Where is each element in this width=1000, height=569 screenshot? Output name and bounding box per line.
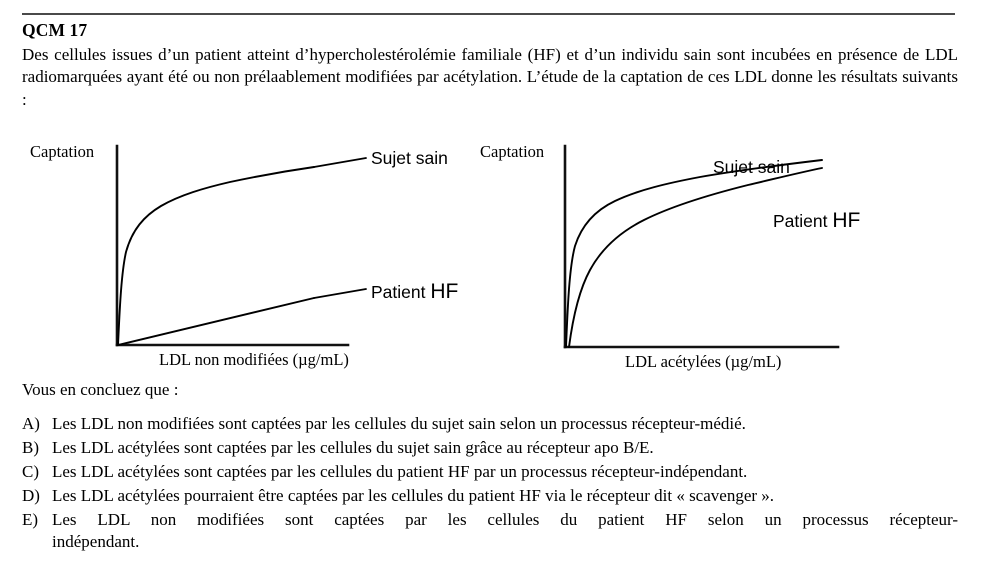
series-label-patient-hf-right-text: Patient HF	[773, 209, 861, 232]
option-c[interactable]	[22, 461, 958, 483]
figures-container	[0, 134, 1000, 374]
chart-right-svg	[468, 134, 938, 374]
option-d-text: Les LDL acétylées pourraient être captées par les cellules du patient HF via le récepteur dit « scavenger ».	[52, 485, 775, 505]
option-a-text: Les LDL non modifiées sont captées par les cellules du sujet sain selon un processus récepteur-médié.	[52, 414, 746, 433]
curve-sujet-sain-left	[118, 167, 314, 345]
question-intro: Des cellules issues d’un patient atteint d’hypercholestérolémie familiale (HF) et d’un individu sain sont incubées en présence de LDL radiomarquées ayant été ou non prélaablement modifiées par acétylation. L’étude de la captation de ces LDL donne les résultats suivants :	[22, 45, 958, 109]
option-e-line-1: Les LDL non modifiées sont captées par les cellules du patient HF selon un processus récepteur-	[52, 509, 958, 529]
x-axis-label-left: LDL non modifiées (µg/mL)	[159, 350, 349, 369]
option-e-text	[52, 509, 958, 554]
option-c-text: Les LDL acétylées sont captées par les cellules du patient HF par un processus récepteur-indépendant.	[52, 461, 748, 481]
curve-sujet-sain-right	[566, 157, 822, 347]
chart-ldl-acetylees	[468, 134, 938, 374]
option-e-line-2: indépendant.	[52, 532, 140, 552]
curve-patient-hf-right	[569, 168, 822, 347]
option-a[interactable]	[22, 413, 958, 435]
option-b-letter: B)	[22, 437, 39, 457]
option-b-text: Les LDL acétylées sont captées par les cellules du sujet sain grâce au récepteur apo B/E.	[52, 437, 654, 457]
option-c-letter: C)	[22, 461, 39, 481]
leader-line-sujet-sain-left	[314, 158, 366, 167]
series-label-sujet-sain-left: Sujet sain	[371, 148, 448, 168]
leader-line-patient-hf-left	[314, 289, 366, 298]
option-e-letter: E)	[22, 509, 39, 529]
option-d-letter: D)	[22, 485, 40, 505]
option-b[interactable]	[22, 437, 958, 459]
answer-options-list	[22, 413, 958, 555]
option-e[interactable]	[22, 509, 958, 554]
y-axis-label-right: Captation	[480, 142, 545, 161]
page-title: QCM 17	[22, 20, 88, 40]
conclusion-lead-in: Vous en concluez que :	[22, 380, 179, 399]
header-divider	[22, 13, 955, 15]
series-label-patient-hf-left	[371, 281, 458, 302]
series-label-patient-hf-right	[773, 210, 860, 231]
curve-patient-hf-left	[118, 298, 314, 345]
option-a-letter: A)	[22, 414, 40, 433]
chart-left-svg	[18, 134, 488, 374]
x-axis-label-right: LDL acétylées (µg/mL)	[625, 352, 782, 371]
y-axis-label-left: Captation	[30, 142, 95, 161]
chart-ldl-non-modifiees	[18, 134, 488, 374]
series-label-patient-hf-left-text: Patient HF	[371, 280, 459, 303]
series-label-sujet-sain-right: Sujet sain	[713, 157, 790, 177]
option-d[interactable]	[22, 485, 958, 507]
